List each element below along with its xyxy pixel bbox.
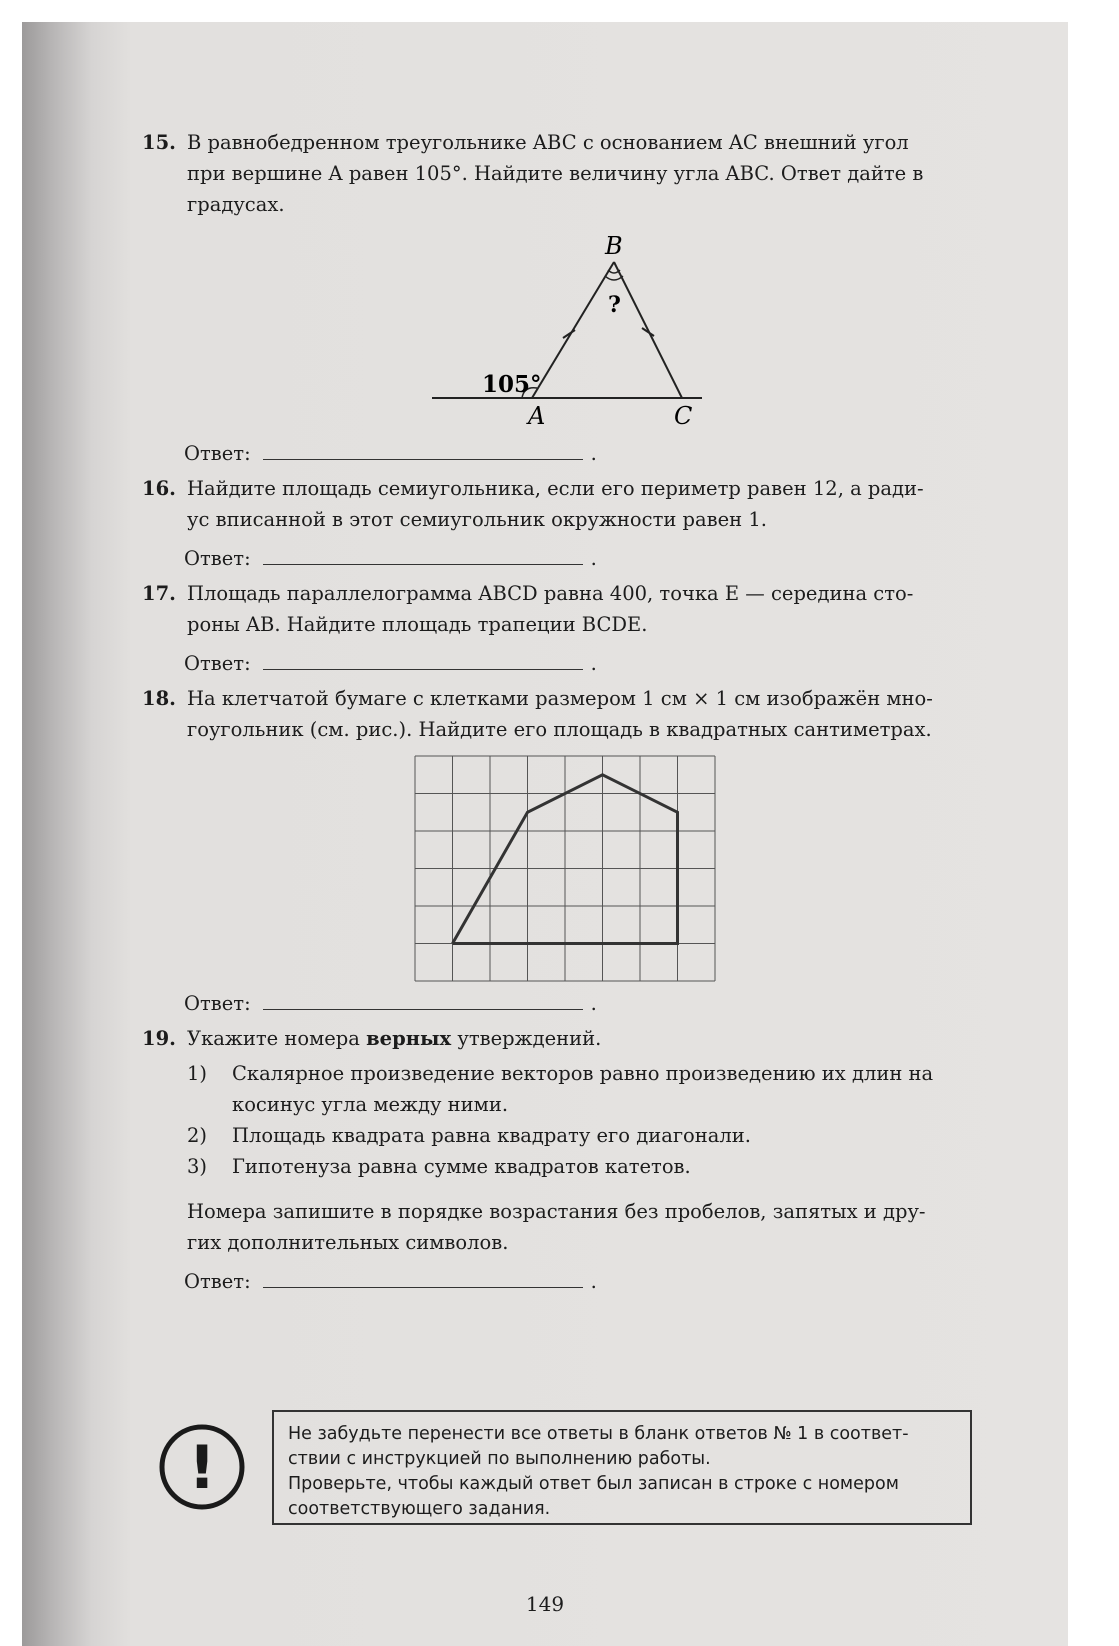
task-number: 18. (142, 687, 176, 710)
answer-row (184, 988, 1012, 1019)
task-intro-end: утверждений. (451, 1027, 602, 1050)
angle-value-label: 105° (482, 371, 542, 398)
order-line: гих дополнительных символов. (187, 1231, 509, 1254)
triangle-svg (142, 224, 1012, 434)
side-ab (532, 262, 614, 398)
answer-dot: . (590, 652, 597, 675)
triangle-figure (142, 224, 1012, 434)
reminder-line: ствии с инструкцией по выполнению работы. (288, 1449, 711, 1469)
task-intro-bold: верных (366, 1027, 452, 1050)
task-15 (142, 127, 1012, 220)
answer-dot: . (590, 547, 597, 570)
statement-text: Площадь квадрата равна квадрату его диагонали. (232, 1124, 751, 1147)
content (142, 127, 1012, 1297)
answer-dot: . (590, 442, 597, 465)
answer-row (184, 543, 1012, 574)
grid-lines (415, 756, 715, 981)
answer-label: Ответ: (184, 652, 251, 675)
statement-item (187, 1058, 1012, 1120)
task-text-line: В равнобедренном треугольнике ABC с основанием AC внешний угол (187, 131, 909, 154)
task-text-line: гоугольник (см. рис.). Найдите его площадь в квадратных сантиметрах. (187, 718, 932, 741)
answer-label: Ответ: (184, 442, 251, 465)
answer-field[interactable] (263, 989, 583, 1010)
grid-figure (142, 749, 1012, 984)
answer-row (184, 1266, 1012, 1297)
task-text-line: роны AB. Найдите площадь трапеции BCDE. (187, 613, 648, 636)
grid-svg (142, 749, 1012, 984)
statement-text: Гипотенуза равна сумме квадратов катетов. (232, 1155, 691, 1178)
order-line: Номера запишите в порядке возрастания без пробелов, запятых и дру- (187, 1200, 926, 1223)
task-number: 15. (142, 131, 176, 154)
reminder-line: соответствующего задания. (288, 1499, 551, 1519)
task-number: 16. (142, 477, 176, 500)
task-16 (142, 473, 1012, 535)
warning-icon (157, 1422, 247, 1512)
statement-text: Скалярное произведение векторов равно произведению их длин на косинус угла между ними. (232, 1062, 934, 1116)
task-text-line: при вершине A равен 105°. Найдите величину угла ABC. Ответ дайте в (187, 162, 924, 185)
task-17 (142, 578, 1012, 640)
answer-field[interactable] (263, 544, 583, 565)
answer-dot: . (590, 992, 597, 1015)
statement-list (187, 1058, 1012, 1258)
answer-label: Ответ: (184, 547, 251, 570)
answer-row (184, 648, 1012, 679)
reminder-line: Проверьте, чтобы каждый ответ был записан в строке с номером (288, 1474, 899, 1494)
reminder-box (272, 1410, 972, 1525)
answer-field[interactable] (263, 1267, 583, 1288)
task-18 (142, 683, 1012, 745)
statement-item (187, 1120, 1012, 1151)
vertex-label-a: A (528, 402, 546, 430)
task-19 (142, 1023, 1012, 1054)
task-text-line: ус вписанной в этот семиугольник окружности равен 1. (187, 508, 767, 531)
answer-row (184, 438, 1012, 469)
warning-symbol: ! (188, 1433, 216, 1503)
vertex-label-c: C (674, 402, 693, 430)
answer-label: Ответ: (184, 1270, 251, 1293)
task-text-line: Площадь параллелограмма ABCD равна 400, точка E — середина сто- (187, 582, 914, 605)
unknown-angle-label: ? (608, 292, 621, 318)
statement-number: 2) (187, 1124, 208, 1147)
statement-number: 1) (187, 1062, 208, 1085)
answer-field[interactable] (263, 649, 583, 670)
task-text-line: градусах. (187, 193, 285, 216)
statement-item (187, 1151, 1012, 1182)
page (22, 22, 1068, 1646)
statement-number: 3) (187, 1155, 208, 1178)
answer-label: Ответ: (184, 992, 251, 1015)
answer-field[interactable] (263, 439, 583, 460)
page-number: 149 (525, 1592, 565, 1616)
task-intro: Укажите номера (187, 1027, 367, 1050)
side-bc (614, 262, 682, 398)
task-number: 19. (142, 1027, 176, 1050)
answer-dot: . (590, 1270, 597, 1293)
task-number: 17. (142, 582, 176, 605)
order-instruction (187, 1196, 1012, 1258)
vertex-label-b: B (605, 232, 623, 260)
reminder-line: Не забудьте перенести все ответы в бланк ответов № 1 в соответ- (288, 1424, 909, 1444)
task-text-line: Найдите площадь семиугольника, если его периметр равен 12, а ради- (187, 477, 924, 500)
task-text-line: На клетчатой бумаге с клетками размером 1 см × 1 см изображён мно- (187, 687, 933, 710)
